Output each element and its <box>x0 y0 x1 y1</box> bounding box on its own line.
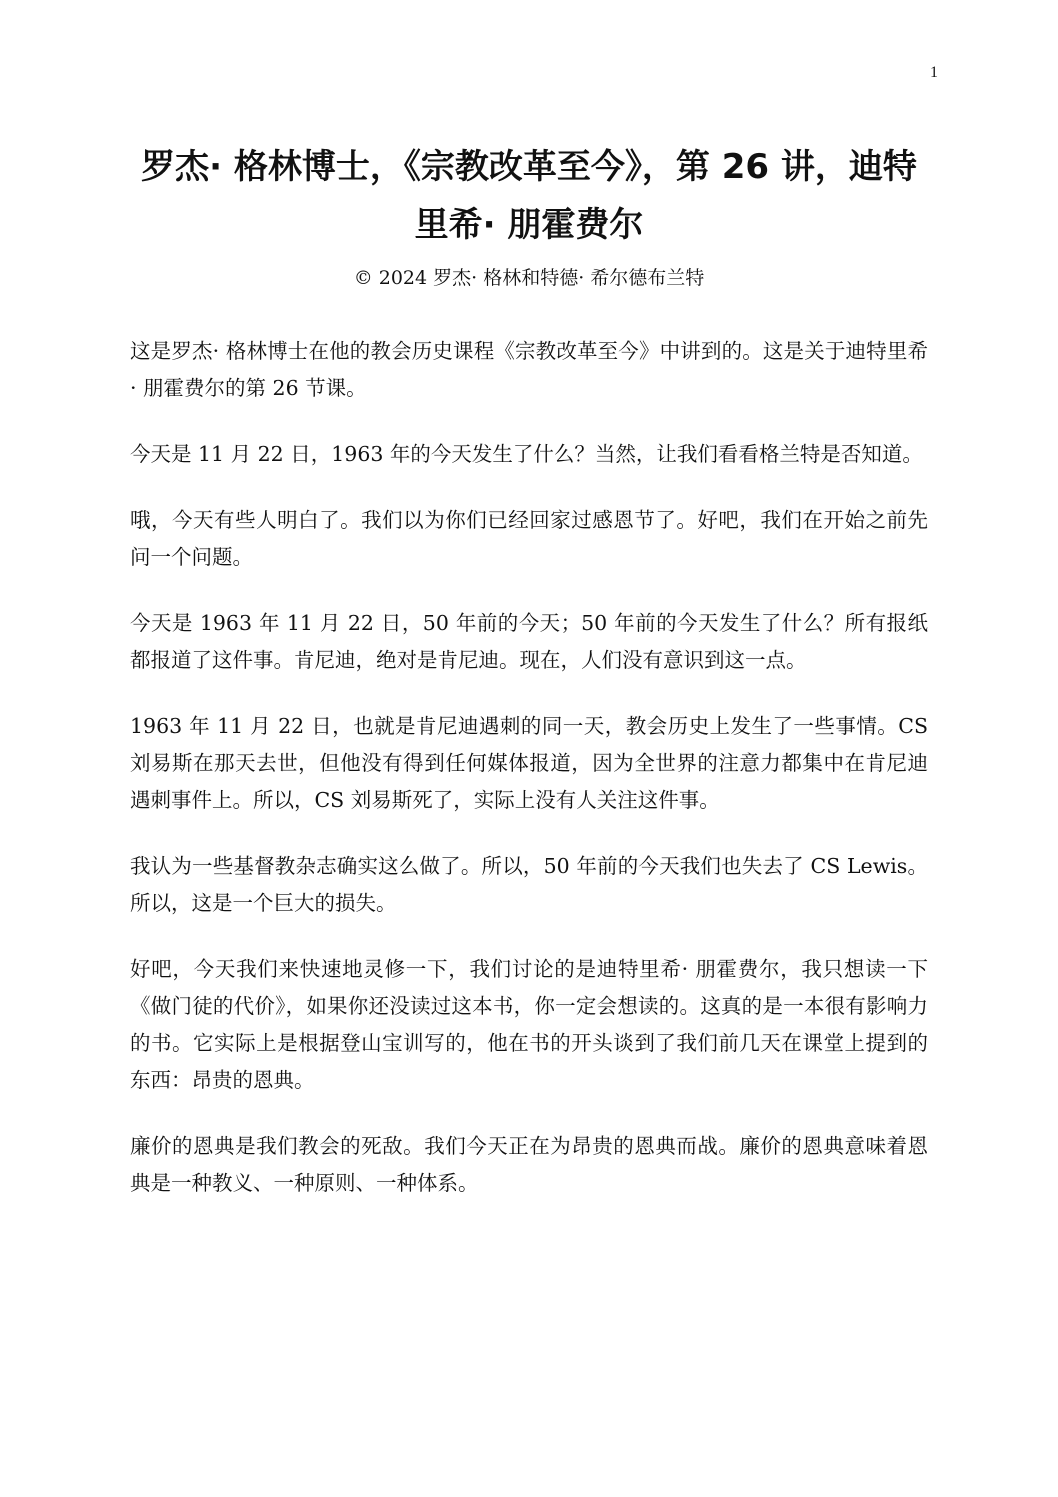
document-body <box>130 333 928 1231</box>
paragraph-date-question: 今天是 11 月 22 日，1963 年的今天发生了什么？当然，让我们看看格兰特是否知道。 <box>130 442 923 466</box>
paragraph-magazines: 我认为一些基督教杂志确实这么做了。所以，50 年前的今天我们也失去了 CS Lewis。所以，这是一个巨大的损失。 <box>130 854 928 915</box>
paragraph-intro: 这是罗杰· 格林博士在他的教会历史课程《宗教改革至今》中讲到的。这是关于迪特里希· 朋霍费尔的第 26 节课。 <box>130 339 928 400</box>
copyright-line: © 2024 罗杰· 格林和特德· 希尔德布兰特 <box>353 267 705 289</box>
paragraph-cs-lewis: 1963 年 11 月 22 日，也就是肯尼迪遇刺的同一天，教会历史上发生了一些事情。CS 刘易斯在那天去世，但他没有得到任何媒体报道，因为全世界的注意力都集中在肯尼迪遇刺事件上。所以，CS 刘易斯死了，实际上没有人关注这件事。 <box>130 714 928 812</box>
paragraph-thanksgiving: 哦，今天有些人明白了。我们以为你们已经回家过感恩节了。好吧，我们在开始之前先问一个问题。 <box>130 508 928 569</box>
page-number: 1 <box>930 64 938 81</box>
page-title: 罗杰· 格林博士，《宗教改革至今》，第 26 讲，迪特里希· 朋霍费尔 <box>141 147 917 245</box>
paragraph-kennedy: 今天是 1963 年 11 月 22 日，50 年前的今天；50 年前的今天发生了什么？所有报纸都报道了这件事。肯尼迪，绝对是肯尼迪。现在，人们没有意识到这一点。 <box>130 611 928 672</box>
paragraph-devotion: 好吧，今天我们来快速地灵修一下，我们讨论的是迪特里希· 朋霍费尔，我只想读一下《做门徒的代价》，如果你还没读过这本书，你一定会想读的。这真的是一本很有影响力的书。它实际上是根据登山宝训写的，他在书的开头谈到了我们前几天在课堂上提到的东西：昂贵的恩典。 <box>130 957 928 1092</box>
paragraph-cheap-grace: 廉价的恩典是我们教会的死敌。我们今天正在为昂贵的恩典而战。廉价的恩典意味着恩典是一种教义、一种原则、一种体系。 <box>130 1134 928 1195</box>
